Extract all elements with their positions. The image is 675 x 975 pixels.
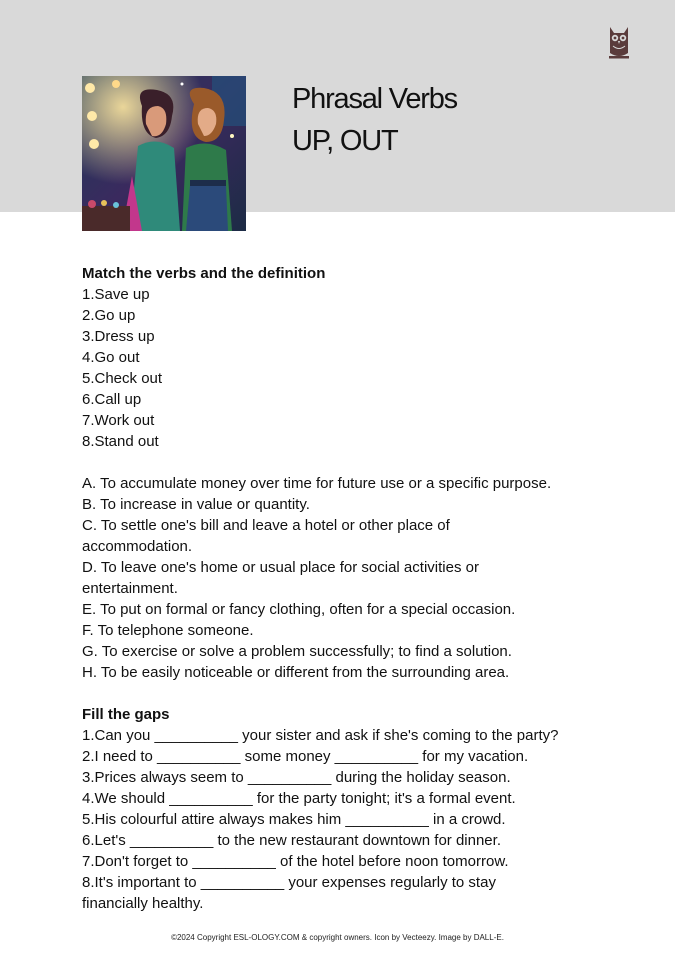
verb-item: 7.Work out — [82, 412, 155, 429]
page-title — [292, 78, 457, 162]
verb-item: 8.Stand out — [82, 433, 159, 450]
verb-item: 2.Go up — [82, 307, 136, 324]
verb-item: 3.Dress up — [82, 328, 155, 345]
worksheet-content — [82, 263, 622, 914]
definition-item: G. To exercise or solve a problem successfully; to find a solution. — [82, 643, 512, 660]
gaps-heading: Fill the gaps — [82, 706, 170, 723]
cover-illustration — [82, 76, 246, 231]
definition-item: F. To telephone someone. — [82, 622, 254, 639]
definition-item: D. To leave one's home or usual place for social activities or entertainment. — [82, 559, 479, 597]
gap-sentence: 5.His colourful attire always makes him __________ in a crowd. — [82, 811, 506, 828]
section-spacer — [82, 452, 622, 473]
title-line-1: Phrasal Verbs — [292, 83, 457, 115]
gap-sentence: 6.Let's __________ to the new restaurant downtown for dinner. — [82, 832, 501, 849]
definition-item: A. To accumulate money over time for future use or a specific purpose. — [82, 475, 552, 492]
definition-item: B. To increase in value or quantity. — [82, 496, 310, 513]
section-spacer — [82, 683, 622, 704]
gap-sentence: 4.We should __________ for the party tonight; it's a formal event. — [82, 790, 516, 807]
owl-icon — [606, 25, 632, 61]
verb-item: 1.Save up — [82, 286, 150, 303]
verb-item: 4.Go out — [82, 349, 140, 366]
gap-sentence: 2.I need to __________ some money __________ for my vacation. — [82, 748, 529, 765]
title-line-2: UP, OUT — [292, 125, 398, 157]
verb-item: 5.Check out — [82, 370, 163, 387]
gap-sentence: 1.Can you __________ your sister and ask if she's coming to the party? — [82, 727, 559, 744]
definition-item: C. To settle one's bill and leave a hotel or other place of accommodation. — [82, 517, 450, 555]
copyright-footer: ©2024 Copyright ESL-OLOGY.COM & copyright owners. Icon by Vecteezy. Image by DALL-E. — [171, 933, 504, 942]
match-heading: Match the verbs and the definition — [82, 265, 326, 282]
definition-item: H. To be easily noticeable or different from the surrounding area. — [82, 664, 510, 681]
definition-item: E. To put on formal or fancy clothing, often for a special occasion. — [82, 601, 516, 618]
gap-sentence: 3.Prices always seem to __________ during the holiday season. — [82, 769, 511, 786]
gap-sentence: 7.Don't forget to __________ of the hotel before noon tomorrow. — [82, 853, 509, 870]
gap-sentence: 8.It's important to __________ your expenses regularly to stay financially healthy. — [82, 874, 496, 912]
verb-item: 6.Call up — [82, 391, 142, 408]
